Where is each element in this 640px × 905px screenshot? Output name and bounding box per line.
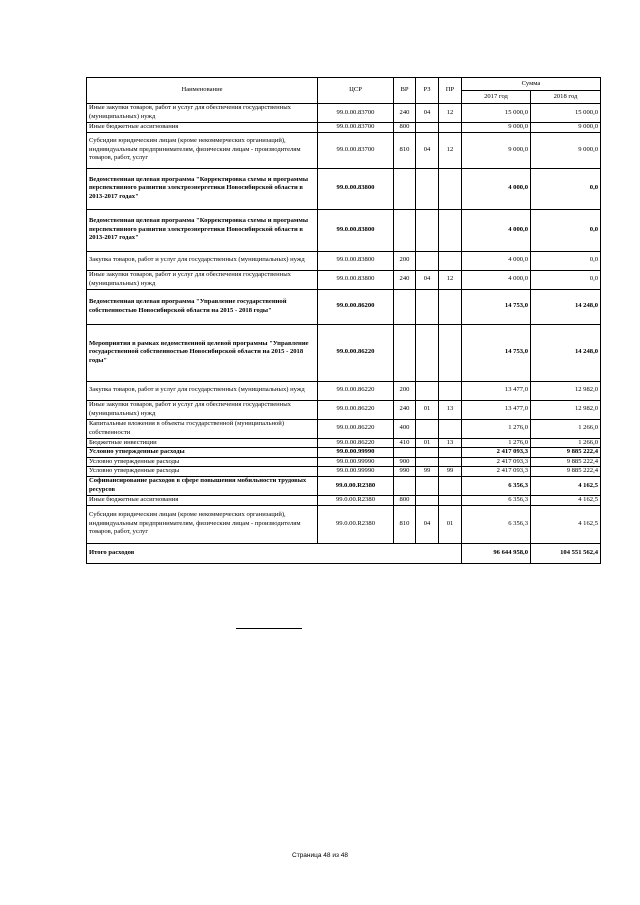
- header-2017: 2017 год: [462, 91, 531, 104]
- page-number: Страница 48 из 48: [292, 852, 348, 859]
- cell-vr: 400: [394, 419, 416, 438]
- cell-name: Капитальные вложения в объекты государственной (муниципальной) собственности: [87, 419, 318, 438]
- cell-2018: 9 885 222,4: [531, 448, 601, 458]
- cell-vr: 200: [394, 251, 416, 270]
- cell-vr: 240: [394, 270, 416, 289]
- cell-rz: [416, 324, 439, 381]
- cell-pr: 12: [439, 132, 462, 168]
- cell-2017: 9 000,0: [462, 132, 531, 168]
- cell-rz: 04: [416, 505, 439, 543]
- cell-csr: 99.0.00.86220: [318, 438, 394, 448]
- cell-csr: 99.0.00.83700: [318, 132, 394, 168]
- cell-2018: 0,0: [531, 270, 601, 289]
- cell-vr: [394, 168, 416, 209]
- cell-csr: 99.0.00.83800: [318, 209, 394, 251]
- cell-csr: 99.0.00.83800: [318, 270, 394, 289]
- cell-vr: 240: [394, 400, 416, 419]
- cell-vr: 900: [394, 457, 416, 467]
- header-sum: Сумма: [462, 78, 601, 91]
- cell-pr: 12: [439, 104, 462, 123]
- cell-name: Бюджетные инвестиции: [87, 438, 318, 448]
- cell-2017: 14 753,0: [462, 289, 531, 324]
- cell-2018: 4 162,5: [531, 476, 601, 495]
- cell-csr: 99.0.00.R2380: [318, 505, 394, 543]
- cell-vr: 410: [394, 438, 416, 448]
- cell-csr: 99.0.00.83800: [318, 251, 394, 270]
- cell-vr: [394, 324, 416, 381]
- cell-csr: 99.0.00.99990: [318, 467, 394, 477]
- cell-2018: 12 982,0: [531, 400, 601, 419]
- cell-2018: 14 248,0: [531, 324, 601, 381]
- cell-rz: [416, 123, 439, 133]
- table-row: [87, 270, 601, 289]
- cell-vr: 800: [394, 123, 416, 133]
- cell-2017: 2 417 093,3: [462, 467, 531, 477]
- cell-name: Ведомственная целевая программа "Корректировка схемы и программы перспективного развития электроэнергетики Новосибирской области в 2013-2017 годах": [87, 209, 318, 251]
- cell-2018: 4 162,5: [531, 505, 601, 543]
- table-row: [87, 289, 601, 324]
- cell-2017: 4 000,0: [462, 168, 531, 209]
- header-csr: ЦСР: [318, 78, 394, 104]
- cell-pr: [439, 448, 462, 458]
- table-row: [87, 209, 601, 251]
- cell-name: Иные бюджетные ассигнования: [87, 495, 318, 505]
- table-row: [87, 324, 601, 381]
- table-row: [87, 467, 601, 477]
- cell-vr: [394, 209, 416, 251]
- cell-name: Ведомственная целевая программа "Корректировка схемы и программы перспективного развития электроэнергетики Новосибирской области в 2013-2017 годах": [87, 168, 318, 209]
- header-vr: ВР: [394, 78, 416, 104]
- cell-pr: 13: [439, 438, 462, 448]
- cell-2018: 14 248,0: [531, 289, 601, 324]
- table-row: [87, 419, 601, 438]
- table-body: [87, 104, 601, 544]
- cell-vr: 200: [394, 381, 416, 400]
- header-2018: 2018 год: [531, 91, 601, 104]
- cell-csr: 99.0.00.86220: [318, 381, 394, 400]
- cell-vr: 240: [394, 104, 416, 123]
- cell-name: Иные бюджетные ассигнования: [87, 123, 318, 133]
- cell-pr: 01: [439, 505, 462, 543]
- cell-2018: 0,0: [531, 168, 601, 209]
- table-row: [87, 381, 601, 400]
- cell-rz: 01: [416, 438, 439, 448]
- cell-csr: 99.0.00.R2380: [318, 476, 394, 495]
- table-row: [87, 457, 601, 467]
- cell-2018: 9 000,0: [531, 123, 601, 133]
- cell-pr: [439, 209, 462, 251]
- cell-2018: 9 885 222,4: [531, 457, 601, 467]
- cell-pr: 99: [439, 467, 462, 477]
- cell-rz: 04: [416, 104, 439, 123]
- total-row: [87, 543, 601, 563]
- cell-2017: 4 000,0: [462, 270, 531, 289]
- cell-rz: [416, 476, 439, 495]
- cell-vr: 800: [394, 495, 416, 505]
- table-row: [87, 400, 601, 419]
- cell-name: Иные закупки товаров, работ и услуг для обеспечения государственных (муниципальных) нужд: [87, 400, 318, 419]
- cell-2018: 4 162,5: [531, 495, 601, 505]
- cell-pr: [439, 476, 462, 495]
- cell-name: Закупка товаров, работ и услуг для государственных (муниципальных) нужд: [87, 381, 318, 400]
- cell-rz: [416, 448, 439, 458]
- cell-2018: 0,0: [531, 251, 601, 270]
- cell-csr: 99.0.00.86220: [318, 419, 394, 438]
- cell-2018: 0,0: [531, 209, 601, 251]
- cell-pr: [439, 419, 462, 438]
- cell-name: Условно утвержденные расходы: [87, 448, 318, 458]
- header-name: Наименование: [87, 78, 318, 104]
- table-row: [87, 495, 601, 505]
- cell-rz: [416, 495, 439, 505]
- table-row: [87, 505, 601, 543]
- cell-name: Ведомственная целевая программа "Управление государственной собственностью Новосибирской области на 2015 - 2018 годы": [87, 289, 318, 324]
- signature-line: [236, 628, 302, 629]
- cell-2017: 14 753,0: [462, 324, 531, 381]
- cell-csr: 99.0.00.99990: [318, 448, 394, 458]
- cell-2018: 9 000,0: [531, 132, 601, 168]
- cell-csr: 99.0.00.83700: [318, 104, 394, 123]
- cell-2017: 13 477,0: [462, 400, 531, 419]
- cell-2018: 9 885 222,4: [531, 467, 601, 477]
- cell-pr: [439, 457, 462, 467]
- header-rz: РЗ: [416, 78, 439, 104]
- cell-pr: [439, 324, 462, 381]
- cell-rz: 04: [416, 132, 439, 168]
- total-2018: 104 551 562,4: [531, 543, 601, 563]
- cell-name: Иные закупки товаров, работ и услуг для обеспечения государственных (муниципальных) нужд: [87, 104, 318, 123]
- cell-2017: 4 000,0: [462, 251, 531, 270]
- cell-rz: 99: [416, 467, 439, 477]
- table-row: [87, 476, 601, 495]
- table-row: [87, 438, 601, 448]
- cell-pr: [439, 168, 462, 209]
- cell-rz: [416, 457, 439, 467]
- cell-2017: 6 356,3: [462, 495, 531, 505]
- cell-name: Софинансирование расходов в сфере повышения мобильности трудовых ресурсов: [87, 476, 318, 495]
- cell-2017: 2 417 093,3: [462, 448, 531, 458]
- cell-2017: 1 276,0: [462, 419, 531, 438]
- cell-rz: [416, 168, 439, 209]
- table-row: [87, 168, 601, 209]
- cell-2017: 6 356,3: [462, 476, 531, 495]
- cell-2017: 2 417 093,3: [462, 457, 531, 467]
- cell-pr: [439, 289, 462, 324]
- cell-pr: [439, 123, 462, 133]
- cell-csr: 99.0.00.R2380: [318, 495, 394, 505]
- cell-2018: 15 000,0: [531, 104, 601, 123]
- table-row: [87, 448, 601, 458]
- cell-rz: [416, 289, 439, 324]
- cell-rz: 04: [416, 270, 439, 289]
- cell-2018: 1 266,0: [531, 438, 601, 448]
- cell-csr: 99.0.00.83700: [318, 123, 394, 133]
- cell-name: Условно утвержденные расходы: [87, 457, 318, 467]
- cell-name: Субсидии юридическим лицам (кроме некоммерческих организаций), индивидуальным предпринимателям, физическим лицам - производителям товаров, работ, услуг: [87, 505, 318, 543]
- cell-name: Мероприятия в рамках ведомственной целевой программы "Управление государственной собственностью Новосибирской области на 2015 - 2018 годы": [87, 324, 318, 381]
- cell-2018: 12 982,0: [531, 381, 601, 400]
- cell-vr: 810: [394, 132, 416, 168]
- cell-rz: [416, 419, 439, 438]
- table-row: [87, 104, 601, 123]
- table-row: [87, 123, 601, 133]
- cell-csr: 99.0.00.86200: [318, 289, 394, 324]
- total-2017: 96 644 958,0: [462, 543, 531, 563]
- cell-csr: 99.0.00.83800: [318, 168, 394, 209]
- cell-rz: [416, 209, 439, 251]
- budget-table: [86, 77, 601, 564]
- cell-rz: [416, 381, 439, 400]
- cell-vr: 810: [394, 505, 416, 543]
- cell-2017: 9 000,0: [462, 123, 531, 133]
- cell-pr: [439, 495, 462, 505]
- cell-2017: 1 276,0: [462, 438, 531, 448]
- cell-pr: [439, 381, 462, 400]
- cell-vr: [394, 289, 416, 324]
- cell-2017: 6 356,3: [462, 505, 531, 543]
- cell-2017: 13 477,0: [462, 381, 531, 400]
- cell-rz: 01: [416, 400, 439, 419]
- table-row: [87, 251, 601, 270]
- cell-2018: 1 266,0: [531, 419, 601, 438]
- cell-vr: [394, 448, 416, 458]
- cell-pr: 12: [439, 270, 462, 289]
- table-row: [87, 132, 601, 168]
- cell-csr: 99.0.00.99990: [318, 457, 394, 467]
- cell-vr: 990: [394, 467, 416, 477]
- cell-2017: 15 000,0: [462, 104, 531, 123]
- header-pr: ПР: [439, 78, 462, 104]
- total-label: Итого расходов: [87, 543, 462, 563]
- cell-name: Закупка товаров, работ и услуг для государственных (муниципальных) нужд: [87, 251, 318, 270]
- cell-pr: [439, 251, 462, 270]
- cell-vr: [394, 476, 416, 495]
- cell-csr: 99.0.00.86220: [318, 400, 394, 419]
- cell-csr: 99.0.00.86220: [318, 324, 394, 381]
- cell-2017: 4 000,0: [462, 209, 531, 251]
- cell-name: Иные закупки товаров, работ и услуг для обеспечения государственных (муниципальных) нужд: [87, 270, 318, 289]
- cell-pr: 13: [439, 400, 462, 419]
- cell-rz: [416, 251, 439, 270]
- cell-name: Условно утвержденные расходы: [87, 467, 318, 477]
- cell-name: Субсидии юридическим лицам (кроме некоммерческих организаций), индивидуальным предпринимателям, физическим лицам - производителям товаров, работ, услуг: [87, 132, 318, 168]
